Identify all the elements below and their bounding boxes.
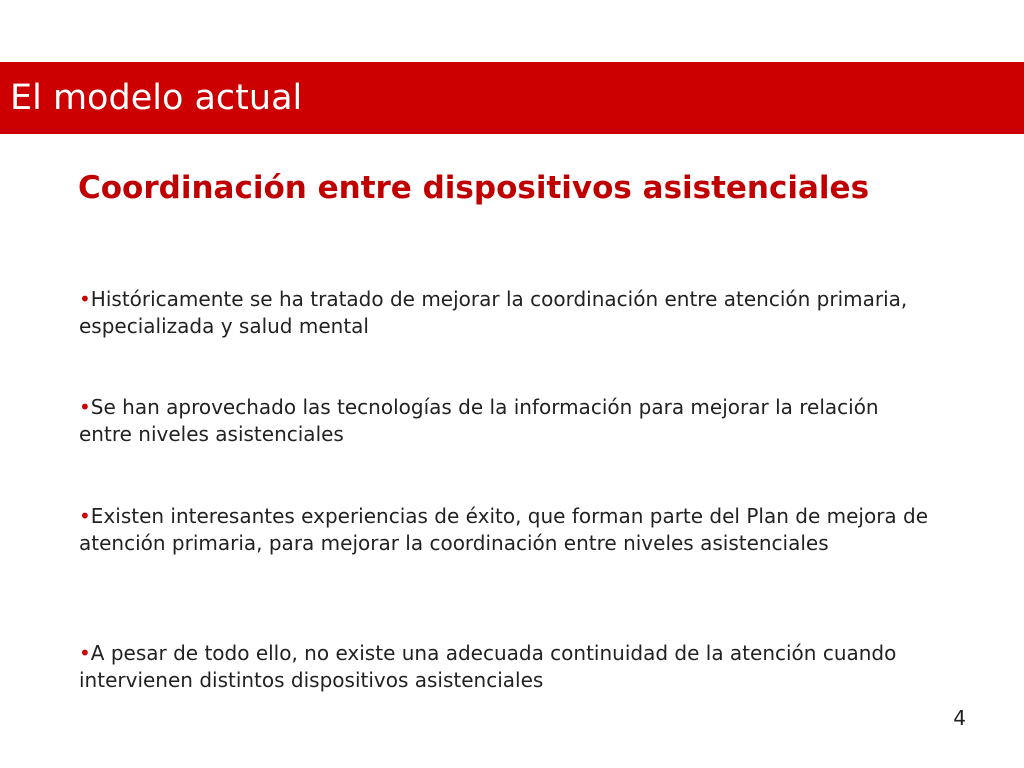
bullet-item <box>79 394 929 448</box>
slide-title: El modelo actual <box>10 78 303 118</box>
bullet-text: Históricamente se ha tratado de mejorar la coordinación entre atención primaria, especializada y salud mental <box>79 287 908 338</box>
bullet-item <box>79 640 929 694</box>
bullet-marker: • <box>79 504 91 528</box>
slide-subtitle: Coordinación entre dispositivos asistenciales <box>78 170 870 206</box>
bullet-text: A pesar de todo ello, no existe una adecuada continuidad de la atención cuando intervienen distintos dispositivos asistenciales <box>79 641 897 692</box>
bullet-item <box>79 286 929 340</box>
page-number: 4 <box>953 706 966 730</box>
bullet-item <box>79 503 929 557</box>
bullet-text: Se han aprovechado las tecnologías de la información para mejorar la relación entre niveles asistenciales <box>79 395 879 446</box>
bullet-marker: • <box>79 287 91 311</box>
bullet-marker: • <box>79 395 91 419</box>
bullet-marker: • <box>79 641 91 665</box>
bullet-text: Existen interesantes experiencias de éxito, que forman parte del Plan de mejora de atención primaria, para mejorar la coordinación entre niveles asistenciales <box>79 504 929 555</box>
